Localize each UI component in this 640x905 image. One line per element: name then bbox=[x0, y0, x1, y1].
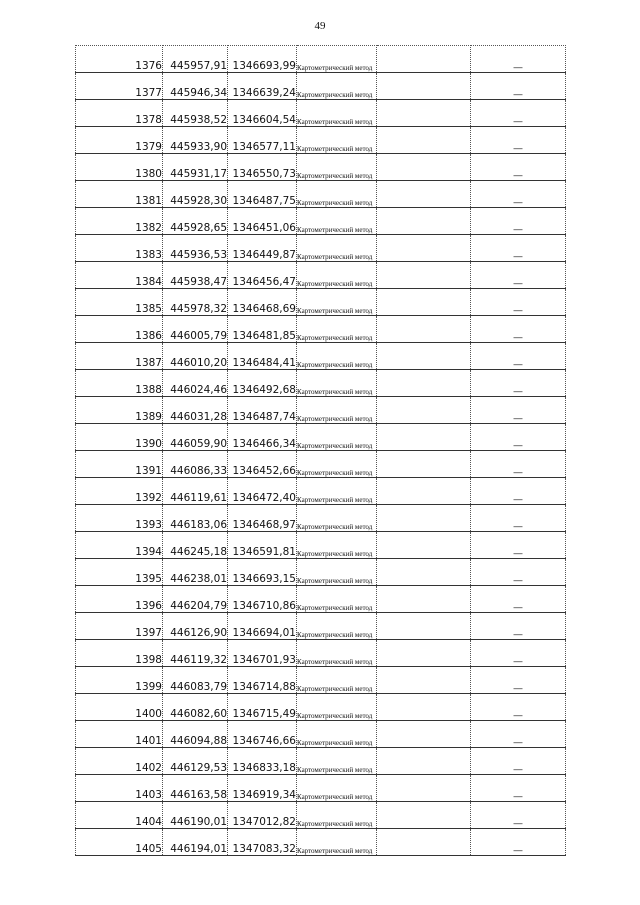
x-coordinate-cell: 446204,79 bbox=[163, 586, 228, 613]
y-coordinate-cell: 1346714,88 bbox=[228, 667, 297, 694]
empty-cell bbox=[377, 235, 471, 262]
method-cell bbox=[297, 262, 377, 289]
empty-cell bbox=[377, 451, 471, 478]
method-text: Картометрический метод bbox=[297, 172, 373, 180]
y-coordinate-cell: 1346694,01 bbox=[228, 613, 297, 640]
point-number-cell: 1389 bbox=[76, 397, 163, 424]
table-row bbox=[76, 478, 566, 505]
method-cell bbox=[297, 532, 377, 559]
x-coordinate-cell: 446126,90 bbox=[163, 613, 228, 640]
method-cell bbox=[297, 100, 377, 127]
y-coordinate-cell: 1347012,82 bbox=[228, 802, 297, 829]
y-coordinate-cell: 1346693,15 bbox=[228, 559, 297, 586]
table-row bbox=[76, 289, 566, 316]
table-row bbox=[76, 667, 566, 694]
method-cell bbox=[297, 208, 377, 235]
y-coordinate-cell: 1346710,86 bbox=[228, 586, 297, 613]
table-row bbox=[76, 46, 566, 73]
x-coordinate-cell: 446245,18 bbox=[163, 532, 228, 559]
x-coordinate-cell: 445978,32 bbox=[163, 289, 228, 316]
method-text: Картометрический метод bbox=[297, 820, 373, 828]
method-cell bbox=[297, 181, 377, 208]
empty-cell bbox=[377, 316, 471, 343]
x-coordinate-cell: 445928,65 bbox=[163, 208, 228, 235]
point-number-cell: 1403 bbox=[76, 775, 163, 802]
y-coordinate-cell: 1346746,66 bbox=[228, 721, 297, 748]
accuracy-dash-cell: — bbox=[471, 586, 566, 613]
y-coordinate-cell: 1347083,32 bbox=[228, 829, 297, 856]
method-cell bbox=[297, 478, 377, 505]
x-coordinate-cell: 446129,53 bbox=[163, 748, 228, 775]
accuracy-dash-cell: — bbox=[471, 154, 566, 181]
method-text: Картометрический метод bbox=[297, 766, 373, 774]
empty-cell bbox=[377, 208, 471, 235]
table-row bbox=[76, 154, 566, 181]
method-cell bbox=[297, 370, 377, 397]
empty-cell bbox=[377, 181, 471, 208]
table-row bbox=[76, 424, 566, 451]
point-number-cell: 1397 bbox=[76, 613, 163, 640]
method-text: Картометрический метод bbox=[297, 361, 373, 369]
empty-cell bbox=[377, 721, 471, 748]
empty-cell bbox=[377, 640, 471, 667]
method-cell bbox=[297, 451, 377, 478]
accuracy-dash-cell: — bbox=[471, 613, 566, 640]
point-number-cell: 1379 bbox=[76, 127, 163, 154]
point-number-cell: 1385 bbox=[76, 289, 163, 316]
point-number-cell: 1391 bbox=[76, 451, 163, 478]
method-cell bbox=[297, 667, 377, 694]
empty-cell bbox=[377, 829, 471, 856]
accuracy-dash-cell: — bbox=[471, 802, 566, 829]
table-row bbox=[76, 505, 566, 532]
table-row bbox=[76, 532, 566, 559]
method-text: Картометрический метод bbox=[297, 415, 373, 423]
empty-cell bbox=[377, 46, 471, 73]
accuracy-dash-cell: — bbox=[471, 748, 566, 775]
y-coordinate-cell: 1346481,85 bbox=[228, 316, 297, 343]
table-row bbox=[76, 721, 566, 748]
y-coordinate-cell: 1346604,54 bbox=[228, 100, 297, 127]
table-row bbox=[76, 100, 566, 127]
method-cell bbox=[297, 235, 377, 262]
y-coordinate-cell: 1346639,24 bbox=[228, 73, 297, 100]
accuracy-dash-cell: — bbox=[471, 478, 566, 505]
y-coordinate-cell: 1346919,34 bbox=[228, 775, 297, 802]
point-number-cell: 1383 bbox=[76, 235, 163, 262]
point-number-cell: 1402 bbox=[76, 748, 163, 775]
empty-cell bbox=[377, 532, 471, 559]
x-coordinate-cell: 446190,01 bbox=[163, 802, 228, 829]
table-row bbox=[76, 316, 566, 343]
table-row bbox=[76, 262, 566, 289]
x-coordinate-cell: 446094,88 bbox=[163, 721, 228, 748]
x-coordinate-cell: 446183,06 bbox=[163, 505, 228, 532]
table-row bbox=[76, 829, 566, 856]
point-number-cell: 1398 bbox=[76, 640, 163, 667]
point-number-cell: 1396 bbox=[76, 586, 163, 613]
method-cell bbox=[297, 343, 377, 370]
point-number-cell: 1386 bbox=[76, 316, 163, 343]
empty-cell bbox=[377, 370, 471, 397]
table-row bbox=[76, 559, 566, 586]
page-number: 49 bbox=[314, 20, 326, 32]
point-number-cell: 1399 bbox=[76, 667, 163, 694]
method-cell bbox=[297, 748, 377, 775]
point-number-cell: 1390 bbox=[76, 424, 163, 451]
table-row bbox=[76, 181, 566, 208]
method-text: Картометрический метод bbox=[297, 334, 373, 342]
point-number-cell: 1401 bbox=[76, 721, 163, 748]
empty-cell bbox=[377, 100, 471, 127]
method-text: Картометрический метод bbox=[297, 307, 373, 315]
y-coordinate-cell: 1346484,41 bbox=[228, 343, 297, 370]
x-coordinate-cell: 446059,90 bbox=[163, 424, 228, 451]
method-text: Картометрический метод bbox=[297, 496, 373, 504]
table-row bbox=[76, 694, 566, 721]
method-text: Картометрический метод bbox=[297, 253, 373, 261]
empty-cell bbox=[377, 613, 471, 640]
accuracy-dash-cell: — bbox=[471, 208, 566, 235]
empty-cell bbox=[377, 424, 471, 451]
y-coordinate-cell: 1346492,68 bbox=[228, 370, 297, 397]
method-text: Картометрический метод bbox=[297, 712, 373, 720]
y-coordinate-cell: 1346577,11 bbox=[228, 127, 297, 154]
x-coordinate-cell: 446163,58 bbox=[163, 775, 228, 802]
method-text: Картометрический метод bbox=[297, 280, 373, 288]
x-coordinate-cell: 446194,01 bbox=[163, 829, 228, 856]
point-number-cell: 1378 bbox=[76, 100, 163, 127]
x-coordinate-cell: 446082,60 bbox=[163, 694, 228, 721]
x-coordinate-cell: 446119,32 bbox=[163, 640, 228, 667]
method-cell bbox=[297, 127, 377, 154]
method-cell bbox=[297, 802, 377, 829]
point-number-cell: 1381 bbox=[76, 181, 163, 208]
table-row bbox=[76, 127, 566, 154]
method-cell bbox=[297, 46, 377, 73]
point-number-cell: 1387 bbox=[76, 343, 163, 370]
accuracy-dash-cell: — bbox=[471, 775, 566, 802]
table-row bbox=[76, 208, 566, 235]
y-coordinate-cell: 1346833,18 bbox=[228, 748, 297, 775]
y-coordinate-cell: 1346715,49 bbox=[228, 694, 297, 721]
accuracy-dash-cell: — bbox=[471, 46, 566, 73]
x-coordinate-cell: 445933,90 bbox=[163, 127, 228, 154]
table-row bbox=[76, 775, 566, 802]
accuracy-dash-cell: — bbox=[471, 640, 566, 667]
empty-cell bbox=[377, 667, 471, 694]
empty-cell bbox=[377, 397, 471, 424]
empty-cell bbox=[377, 694, 471, 721]
empty-cell bbox=[377, 154, 471, 181]
accuracy-dash-cell: — bbox=[471, 127, 566, 154]
method-cell bbox=[297, 613, 377, 640]
y-coordinate-cell: 1346487,75 bbox=[228, 181, 297, 208]
y-coordinate-cell: 1346487,74 bbox=[228, 397, 297, 424]
table-row bbox=[76, 343, 566, 370]
empty-cell bbox=[377, 802, 471, 829]
method-cell bbox=[297, 586, 377, 613]
accuracy-dash-cell: — bbox=[471, 235, 566, 262]
table-row bbox=[76, 640, 566, 667]
x-coordinate-cell: 446238,01 bbox=[163, 559, 228, 586]
x-coordinate-cell: 445957,91 bbox=[163, 46, 228, 73]
method-cell bbox=[297, 775, 377, 802]
y-coordinate-cell: 1346466,34 bbox=[228, 424, 297, 451]
table-row bbox=[76, 73, 566, 100]
method-text: Картометрический метод bbox=[297, 91, 373, 99]
method-text: Картометрический метод bbox=[297, 658, 373, 666]
method-text: Картометрический метод bbox=[297, 685, 373, 693]
table-row bbox=[76, 748, 566, 775]
table-row bbox=[76, 370, 566, 397]
x-coordinate-cell: 445938,47 bbox=[163, 262, 228, 289]
x-coordinate-cell: 446010,20 bbox=[163, 343, 228, 370]
point-number-cell: 1384 bbox=[76, 262, 163, 289]
accuracy-dash-cell: — bbox=[471, 559, 566, 586]
accuracy-dash-cell: — bbox=[471, 451, 566, 478]
x-coordinate-cell: 445938,52 bbox=[163, 100, 228, 127]
method-text: Картометрический метод bbox=[297, 145, 373, 153]
empty-cell bbox=[377, 505, 471, 532]
method-text: Картометрический метод bbox=[297, 604, 373, 612]
empty-cell bbox=[377, 775, 471, 802]
method-text: Картометрический метод bbox=[297, 388, 373, 396]
accuracy-dash-cell: — bbox=[471, 667, 566, 694]
accuracy-dash-cell: — bbox=[471, 262, 566, 289]
method-text: Картометрический метод bbox=[297, 847, 373, 855]
empty-cell bbox=[377, 127, 471, 154]
accuracy-dash-cell: — bbox=[471, 73, 566, 100]
point-number-cell: 1392 bbox=[76, 478, 163, 505]
x-coordinate-cell: 445936,53 bbox=[163, 235, 228, 262]
empty-cell bbox=[377, 262, 471, 289]
accuracy-dash-cell: — bbox=[471, 100, 566, 127]
y-coordinate-cell: 1346550,73 bbox=[228, 154, 297, 181]
method-cell bbox=[297, 397, 377, 424]
empty-cell bbox=[377, 73, 471, 100]
table-row bbox=[76, 613, 566, 640]
method-text: Картометрический метод bbox=[297, 64, 373, 72]
method-text: Картометрический метод bbox=[297, 739, 373, 747]
point-number-cell: 1400 bbox=[76, 694, 163, 721]
accuracy-dash-cell: — bbox=[471, 289, 566, 316]
point-number-cell: 1382 bbox=[76, 208, 163, 235]
x-coordinate-cell: 446005,79 bbox=[163, 316, 228, 343]
accuracy-dash-cell: — bbox=[471, 181, 566, 208]
method-text: Картометрический метод bbox=[297, 550, 373, 558]
method-cell bbox=[297, 640, 377, 667]
table-row bbox=[76, 235, 566, 262]
method-cell bbox=[297, 694, 377, 721]
empty-cell bbox=[377, 559, 471, 586]
method-text: Картометрический метод bbox=[297, 469, 373, 477]
point-number-cell: 1404 bbox=[76, 802, 163, 829]
y-coordinate-cell: 1346472,40 bbox=[228, 478, 297, 505]
accuracy-dash-cell: — bbox=[471, 343, 566, 370]
x-coordinate-cell: 445931,17 bbox=[163, 154, 228, 181]
point-number-cell: 1377 bbox=[76, 73, 163, 100]
accuracy-dash-cell: — bbox=[471, 370, 566, 397]
point-number-cell: 1376 bbox=[76, 46, 163, 73]
table-row bbox=[76, 397, 566, 424]
x-coordinate-cell: 445928,30 bbox=[163, 181, 228, 208]
method-cell bbox=[297, 721, 377, 748]
y-coordinate-cell: 1346452,66 bbox=[228, 451, 297, 478]
y-coordinate-cell: 1346451,06 bbox=[228, 208, 297, 235]
point-number-cell: 1393 bbox=[76, 505, 163, 532]
method-text: Картометрический метод bbox=[297, 577, 373, 585]
x-coordinate-cell: 446024,46 bbox=[163, 370, 228, 397]
x-coordinate-cell: 446083,79 bbox=[163, 667, 228, 694]
method-text: Картометрический метод bbox=[297, 226, 373, 234]
accuracy-dash-cell: — bbox=[471, 505, 566, 532]
accuracy-dash-cell: — bbox=[471, 694, 566, 721]
method-cell bbox=[297, 316, 377, 343]
accuracy-dash-cell: — bbox=[471, 397, 566, 424]
x-coordinate-cell: 446031,28 bbox=[163, 397, 228, 424]
method-text: Картометрический метод bbox=[297, 631, 373, 639]
accuracy-dash-cell: — bbox=[471, 721, 566, 748]
method-text: Картометрический метод bbox=[297, 442, 373, 450]
y-coordinate-cell: 1346701,93 bbox=[228, 640, 297, 667]
y-coordinate-cell: 1346449,87 bbox=[228, 235, 297, 262]
point-number-cell: 1388 bbox=[76, 370, 163, 397]
x-coordinate-cell: 446086,33 bbox=[163, 451, 228, 478]
method-cell bbox=[297, 559, 377, 586]
y-coordinate-cell: 1346693,99 bbox=[228, 46, 297, 73]
table-row bbox=[76, 586, 566, 613]
method-text: Картометрический метод bbox=[297, 793, 373, 801]
method-cell bbox=[297, 73, 377, 100]
accuracy-dash-cell: — bbox=[471, 316, 566, 343]
method-text: Картометрический метод bbox=[297, 199, 373, 207]
point-number-cell: 1380 bbox=[76, 154, 163, 181]
empty-cell bbox=[377, 478, 471, 505]
table-body bbox=[76, 46, 566, 856]
x-coordinate-cell: 445946,34 bbox=[163, 73, 228, 100]
accuracy-dash-cell: — bbox=[471, 829, 566, 856]
coordinates-table bbox=[75, 45, 566, 856]
y-coordinate-cell: 1346468,97 bbox=[228, 505, 297, 532]
accuracy-dash-cell: — bbox=[471, 424, 566, 451]
y-coordinate-cell: 1346468,69 bbox=[228, 289, 297, 316]
y-coordinate-cell: 1346591,81 bbox=[228, 532, 297, 559]
method-text: Картометрический метод bbox=[297, 523, 373, 531]
x-coordinate-cell: 446119,61 bbox=[163, 478, 228, 505]
method-text: Картометрический метод bbox=[297, 118, 373, 126]
method-cell bbox=[297, 829, 377, 856]
point-number-cell: 1395 bbox=[76, 559, 163, 586]
method-cell bbox=[297, 424, 377, 451]
point-number-cell: 1405 bbox=[76, 829, 163, 856]
empty-cell bbox=[377, 586, 471, 613]
empty-cell bbox=[377, 289, 471, 316]
point-number-cell: 1394 bbox=[76, 532, 163, 559]
method-cell bbox=[297, 154, 377, 181]
y-coordinate-cell: 1346456,47 bbox=[228, 262, 297, 289]
method-cell bbox=[297, 505, 377, 532]
method-cell bbox=[297, 289, 377, 316]
empty-cell bbox=[377, 748, 471, 775]
accuracy-dash-cell: — bbox=[471, 532, 566, 559]
empty-cell bbox=[377, 343, 471, 370]
table-row bbox=[76, 451, 566, 478]
table-row bbox=[76, 802, 566, 829]
